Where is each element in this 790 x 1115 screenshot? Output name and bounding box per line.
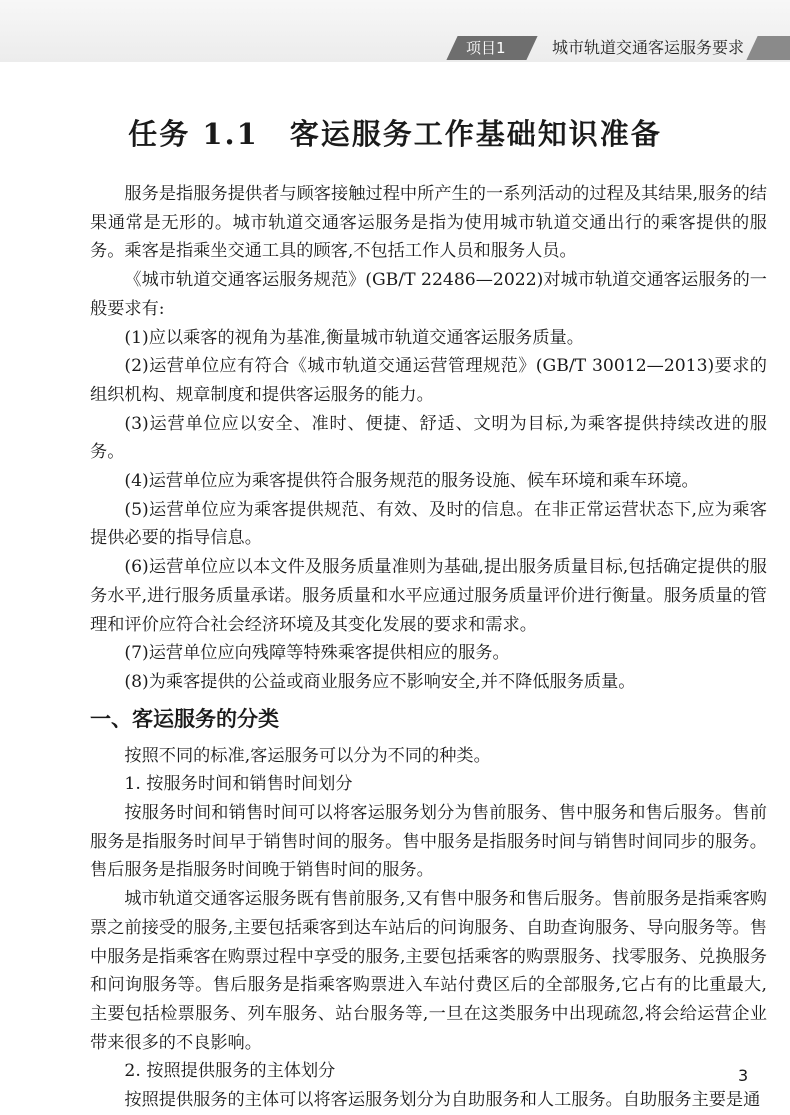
page-number: 3: [738, 1066, 749, 1085]
list-item: (2)运营单位应有符合《城市轨道交通运营管理规范》(GB/T 30012—2013)要求的组织机构、规章制度和提供客运服务的能力。: [90, 356, 767, 405]
list-item: (6)运营单位应以本文件及服务质量准则为基础,提出服务质量目标,包括确定提供的服务水平,进行服务质量承诺。服务质量和水平应通过服务质量评价进行衡量。服务质量的管理和评价应符合社会经济环境及其变化发展的要求和需求。: [90, 557, 767, 635]
subsection-heading: 2. 按照提供服务的主体划分: [124, 1061, 336, 1082]
list-item: (5)运营单位应为乘客提供规范、有效、及时的信息。在非正常运营状态下,应为乘客提供必要的指导信息。: [90, 499, 767, 549]
list-item: (4)运营单位应为乘客提供符合服务规范的服务设施、候车环境和乘车环境。: [124, 471, 699, 492]
list-item: (3)运营单位应以安全、准时、便捷、舒适、文明为目标,为乘客提供持续改进的服务。: [90, 413, 767, 463]
list-item: (8)为乘客提供的公益或商业服务应不影响安全,并不降低服务质量。: [124, 671, 636, 692]
paragraph: 服务是指服务提供者与顾客接触过程中所产生的一系列活动的过程及其结果,服务的结果通常是无形的。城市轨道交通客运服务是指为使用城市轨道交通出行的乘客提供的服务。乘客是指乘坐交通工具的顾客,不包括工作人员和服务人员。: [90, 184, 767, 262]
list-item: (7)运营单位应向残障等特殊乘客提供相应的服务。: [124, 643, 510, 664]
section-heading: 一、客运服务的分类: [90, 706, 279, 731]
paragraph: 按服务时间和销售时间可以将客运服务划分为售前服务、售中服务和售后服务。售前服务是指服务时间早于销售时间的服务。售中服务是指服务时间与销售时间同步的服务。售后服务是指服务时间晚于销售时间的服务。: [90, 803, 767, 881]
subsection-heading: 1. 按服务时间和销售时间划分: [124, 774, 353, 795]
chapter-title: 城市轨道交通客运服务要求: [552, 38, 745, 57]
page-title: 任务 1.1 客运服务工作基础知识准备: [128, 117, 662, 151]
paragraph: 按照提供服务的主体可以将客运服务划分为自助服务和人工服务。自助服务主要是通: [124, 1090, 761, 1111]
body-text: [90, 180, 767, 1115]
list-item: (1)应以乘客的视角为基准,衡量城市轨道交通客运服务质量。: [124, 327, 584, 348]
project-label: 项目1: [466, 39, 506, 57]
paragraph: 城市轨道交通客运服务既有售前服务,又有售中服务和售后服务。售前服务是指乘客购票之前接受的服务,主要包括乘客到达车站后的问询服务、自助查询服务、导向服务等。售中服务是指乘客在购票过程中享受的服务,主要包括乘客的购票服务、找零服务、兑换服务和问询服务等。售后服务是指乘客购票进入车站付费区后的全部服务,它占有的比重最大,主要包括检票服务、列车服务、站台服务等,一旦在这类服务中出现疏忽,将会给运营企业带来很多的不良影响。: [90, 889, 767, 1053]
paragraph: 按照不同的标准,客运服务可以分为不同的种类。: [124, 745, 491, 766]
paragraph: 《城市轨道交通客运服务规范》(GB/T 22486—2022)对城市轨道交通客运服务的一般要求有:: [90, 270, 767, 319]
